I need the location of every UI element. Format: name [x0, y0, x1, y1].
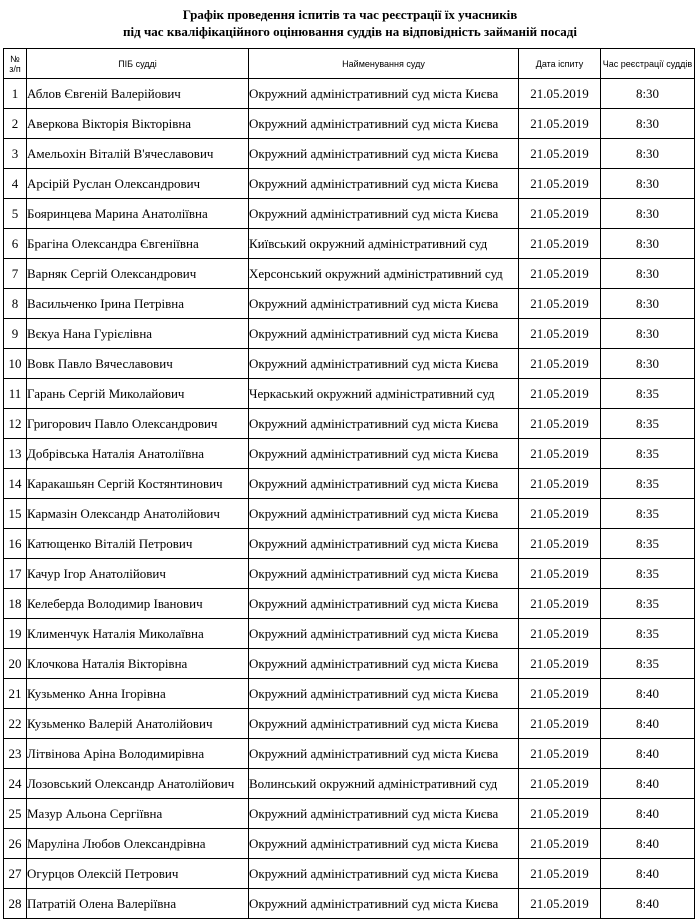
table-row — [4, 829, 695, 859]
judge-name: Кузьменко Валерій Анатолійович — [27, 709, 249, 739]
exam-date: 21.05.2019 — [519, 769, 601, 799]
table-row — [4, 139, 695, 169]
header-number — [4, 49, 27, 79]
registration-time: 8:40 — [601, 769, 695, 799]
registration-time: 8:30 — [601, 349, 695, 379]
table-row — [4, 349, 695, 379]
exam-date: 21.05.2019 — [519, 439, 601, 469]
judge-name: Вєкуа Нана Гурієлівна — [27, 319, 249, 349]
judge-name: Васильченко Ірина Петрівна — [27, 289, 249, 319]
registration-time: 8:40 — [601, 679, 695, 709]
court-name: Київський окружний адміністративний суд — [249, 229, 519, 259]
row-number: 6 — [4, 229, 27, 259]
registration-time: 8:40 — [601, 739, 695, 769]
judge-name: Арсірій Руслан Олександрович — [27, 169, 249, 199]
exam-date: 21.05.2019 — [519, 349, 601, 379]
table-row — [4, 589, 695, 619]
table-row — [4, 529, 695, 559]
row-number: 21 — [4, 679, 27, 709]
exam-date: 21.05.2019 — [519, 889, 601, 919]
registration-time: 8:40 — [601, 859, 695, 889]
court-name: Окружний адміністративний суд міста Києва — [249, 739, 519, 769]
row-number: 24 — [4, 769, 27, 799]
judge-name: Клименчук Наталія Миколаївна — [27, 619, 249, 649]
table-row — [4, 79, 695, 109]
judge-name: Гарань Сергій Миколайович — [27, 379, 249, 409]
court-name: Волинський окружний адміністративний суд — [249, 769, 519, 799]
registration-time: 8:30 — [601, 109, 695, 139]
registration-time: 8:30 — [601, 199, 695, 229]
exam-date: 21.05.2019 — [519, 169, 601, 199]
exam-date: 21.05.2019 — [519, 649, 601, 679]
registration-time: 8:40 — [601, 889, 695, 919]
row-number: 10 — [4, 349, 27, 379]
judge-name: Мазур Альона Сергіївна — [27, 799, 249, 829]
registration-time: 8:35 — [601, 439, 695, 469]
court-name: Херсонський окружний адміністративний суд — [249, 259, 519, 289]
table-row — [4, 619, 695, 649]
row-number: 20 — [4, 649, 27, 679]
court-name: Окружний адміністративний суд міста Києва — [249, 859, 519, 889]
exam-date: 21.05.2019 — [519, 559, 601, 589]
registration-time: 8:35 — [601, 379, 695, 409]
table-row — [4, 439, 695, 469]
row-number: 16 — [4, 529, 27, 559]
exam-date: 21.05.2019 — [519, 829, 601, 859]
court-name: Окружний адміністративний суд міста Києва — [249, 409, 519, 439]
header-number-line1: № — [10, 53, 20, 64]
exam-date: 21.05.2019 — [519, 529, 601, 559]
court-name: Черкаський окружний адміністративний суд — [249, 379, 519, 409]
court-name: Окружний адміністративний суд міста Києва — [249, 709, 519, 739]
table-row — [4, 229, 695, 259]
row-number: 5 — [4, 199, 27, 229]
registration-time: 8:35 — [601, 559, 695, 589]
court-name: Окружний адміністративний суд міста Києва — [249, 349, 519, 379]
table-row — [4, 799, 695, 829]
row-number: 2 — [4, 109, 27, 139]
court-name: Окружний адміністративний суд міста Києва — [249, 289, 519, 319]
row-number: 17 — [4, 559, 27, 589]
exam-date: 21.05.2019 — [519, 319, 601, 349]
court-name: Окружний адміністративний суд міста Києва — [249, 619, 519, 649]
registration-time: 8:30 — [601, 79, 695, 109]
judge-name: Літвінова Аріна Володимирівна — [27, 739, 249, 769]
exam-date: 21.05.2019 — [519, 679, 601, 709]
judge-name: Брагіна Олександра Євгеніївна — [27, 229, 249, 259]
exam-date: 21.05.2019 — [519, 409, 601, 439]
registration-time: 8:30 — [601, 259, 695, 289]
exam-date: 21.05.2019 — [519, 199, 601, 229]
judge-name: Бояринцева Марина Анатоліївна — [27, 199, 249, 229]
exam-date: 21.05.2019 — [519, 469, 601, 499]
judge-name: Добрівська Наталія Анатоліївна — [27, 439, 249, 469]
registration-time: 8:35 — [601, 589, 695, 619]
judge-name: Клочкова Наталія Вікторівна — [27, 649, 249, 679]
judge-name: Григорович Павло Олександрович — [27, 409, 249, 439]
row-number: 19 — [4, 619, 27, 649]
row-number: 3 — [4, 139, 27, 169]
court-name: Окружний адміністративний суд міста Києва — [249, 829, 519, 859]
header-time: Час реєстрації суддів — [601, 49, 695, 79]
judge-name: Аверкова Вікторія Вікторівна — [27, 109, 249, 139]
registration-time: 8:40 — [601, 829, 695, 859]
registration-time: 8:30 — [601, 139, 695, 169]
judge-name: Амельохін Віталій В'ячеславович — [27, 139, 249, 169]
title-line-2: під час кваліфікаційного оцінювання суддів на відповідність займаній посаді — [123, 24, 577, 39]
row-number: 27 — [4, 859, 27, 889]
court-name: Окружний адміністративний суд міста Києва — [249, 79, 519, 109]
registration-time: 8:35 — [601, 619, 695, 649]
table-row — [4, 679, 695, 709]
row-number: 1 — [4, 79, 27, 109]
exam-date: 21.05.2019 — [519, 859, 601, 889]
table-row — [4, 649, 695, 679]
exam-date: 21.05.2019 — [519, 229, 601, 259]
exam-date: 21.05.2019 — [519, 79, 601, 109]
table-row — [4, 319, 695, 349]
table-row — [4, 259, 695, 289]
table-row — [4, 859, 695, 889]
exam-date: 21.05.2019 — [519, 289, 601, 319]
table-row — [4, 889, 695, 919]
court-name: Окружний адміністративний суд міста Києва — [249, 169, 519, 199]
table-row — [4, 109, 695, 139]
table-row — [4, 469, 695, 499]
registration-time: 8:35 — [601, 409, 695, 439]
row-number: 23 — [4, 739, 27, 769]
table-row — [4, 499, 695, 529]
table-row — [4, 769, 695, 799]
header-date: Дата іспиту — [519, 49, 601, 79]
table-row — [4, 169, 695, 199]
row-number: 28 — [4, 889, 27, 919]
judge-name: Кармазін Олександр Анатолійович — [27, 499, 249, 529]
registration-time: 8:30 — [601, 319, 695, 349]
exam-date: 21.05.2019 — [519, 499, 601, 529]
exam-date: 21.05.2019 — [519, 379, 601, 409]
judge-name: Келеберда Володимир Іванович — [27, 589, 249, 619]
row-number: 25 — [4, 799, 27, 829]
row-number: 14 — [4, 469, 27, 499]
registration-time: 8:35 — [601, 649, 695, 679]
table-row — [4, 199, 695, 229]
judge-name: Аблов Євгеній Валерійович — [27, 79, 249, 109]
judge-name: Вовк Павло Вячеславович — [27, 349, 249, 379]
exam-date: 21.05.2019 — [519, 709, 601, 739]
exam-date: 21.05.2019 — [519, 589, 601, 619]
court-name: Окружний адміністративний суд міста Києва — [249, 799, 519, 829]
registration-time: 8:35 — [601, 469, 695, 499]
court-name: Окружний адміністративний суд міста Києва — [249, 529, 519, 559]
table-row — [4, 289, 695, 319]
court-name: Окружний адміністративний суд міста Києва — [249, 319, 519, 349]
court-name: Окружний адміністративний суд міста Києва — [249, 679, 519, 709]
judge-name: Каракашьян Сергій Костянтинович — [27, 469, 249, 499]
judge-name: Варняк Сергій Олександрович — [27, 259, 249, 289]
table-row — [4, 559, 695, 589]
exam-date: 21.05.2019 — [519, 139, 601, 169]
row-number: 12 — [4, 409, 27, 439]
row-number: 22 — [4, 709, 27, 739]
registration-time: 8:40 — [601, 709, 695, 739]
header-number-line2: з/п — [9, 63, 21, 74]
exam-date: 21.05.2019 — [519, 619, 601, 649]
document-title — [0, 6, 700, 40]
row-number: 7 — [4, 259, 27, 289]
court-name: Окружний адміністративний суд міста Києва — [249, 499, 519, 529]
exam-date: 21.05.2019 — [519, 259, 601, 289]
judge-name: Огурцов Олексій Петрович — [27, 859, 249, 889]
exam-date: 21.05.2019 — [519, 739, 601, 769]
judge-name: Качур Ігор Анатолійович — [27, 559, 249, 589]
court-name: Окружний адміністративний суд міста Києва — [249, 439, 519, 469]
table-row — [4, 379, 695, 409]
registration-time: 8:30 — [601, 229, 695, 259]
row-number: 13 — [4, 439, 27, 469]
court-name: Окружний адміністративний суд міста Києва — [249, 559, 519, 589]
court-name: Окружний адміністративний суд міста Києва — [249, 889, 519, 919]
court-name: Окружний адміністративний суд міста Києва — [249, 649, 519, 679]
row-number: 18 — [4, 589, 27, 619]
row-number: 26 — [4, 829, 27, 859]
court-name: Окружний адміністративний суд міста Києва — [249, 469, 519, 499]
exam-date: 21.05.2019 — [519, 109, 601, 139]
header-name: ПІБ судді — [27, 49, 249, 79]
row-number: 11 — [4, 379, 27, 409]
registration-time: 8:30 — [601, 169, 695, 199]
header-court: Найменування суду — [249, 49, 519, 79]
judge-name: Патратій Олена Валеріївна — [27, 889, 249, 919]
registration-time: 8:35 — [601, 499, 695, 529]
row-number: 8 — [4, 289, 27, 319]
court-name: Окружний адміністративний суд міста Києва — [249, 109, 519, 139]
registration-time: 8:35 — [601, 529, 695, 559]
table-header-row — [4, 49, 695, 79]
judge-name: Лозовський Олександр Анатолійович — [27, 769, 249, 799]
schedule-table — [3, 48, 695, 919]
court-name: Окружний адміністративний суд міста Києва — [249, 199, 519, 229]
court-name: Окружний адміністративний суд міста Києва — [249, 139, 519, 169]
table-body — [4, 79, 695, 919]
judge-name: Катющенко Віталій Петрович — [27, 529, 249, 559]
court-name: Окружний адміністративний суд міста Києва — [249, 589, 519, 619]
table-row — [4, 409, 695, 439]
table-row — [4, 709, 695, 739]
judge-name: Кузьменко Анна Ігорівна — [27, 679, 249, 709]
row-number: 9 — [4, 319, 27, 349]
registration-time: 8:30 — [601, 289, 695, 319]
title-line-1: Графік проведення іспитів та час реєстрації їх учасників — [182, 7, 518, 22]
table-row — [4, 739, 695, 769]
registration-time: 8:40 — [601, 799, 695, 829]
judge-name: Маруліна Любов Олександрівна — [27, 829, 249, 859]
row-number: 15 — [4, 499, 27, 529]
exam-date: 21.05.2019 — [519, 799, 601, 829]
row-number: 4 — [4, 169, 27, 199]
